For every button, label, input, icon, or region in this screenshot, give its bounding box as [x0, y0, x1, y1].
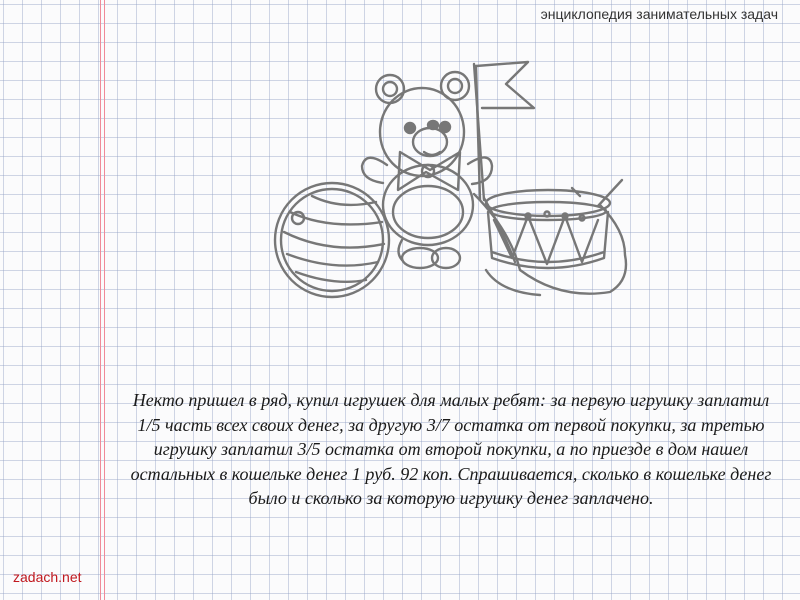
ball-icon: [275, 183, 389, 297]
drum-icon: [474, 180, 626, 295]
margin-line-right: [104, 0, 105, 600]
flag-icon: [474, 62, 534, 200]
header-caption: энциклопедия занимательных задач: [540, 6, 778, 22]
toys-drawing-icon: [270, 58, 640, 306]
teddy-bear-icon: [362, 72, 492, 268]
site-link[interactable]: zadach.net: [13, 569, 82, 585]
margin-line-left: [100, 0, 101, 600]
problem-text: Некто пришел в ряд, купил игрушек для малых ребят: за первую игрушку заплатил 1/5 часть всех своих денег, за другую 3/7 остатка от первой покупки, за третью игрушку заплатил 3/5 остатка от второй покупки, а по приезде в дом нашел остальных в кошельке денег 1 руб. 92 коп. Спрашивается, сколько в кошельке денег было и сколько за которую игрушку денег заплачено.: [130, 390, 772, 508]
